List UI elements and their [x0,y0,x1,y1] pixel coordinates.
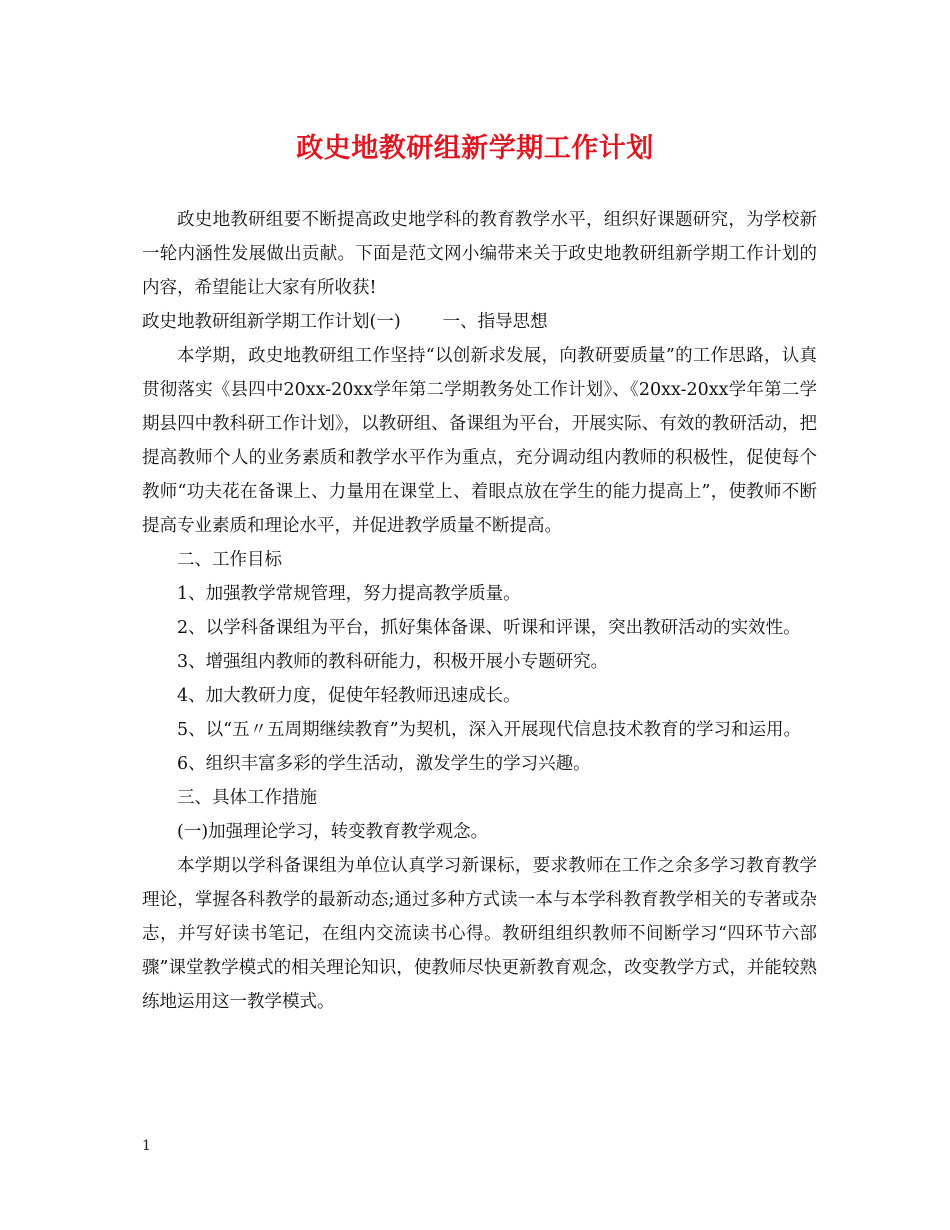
section-2-heading: 二、工作目标 [177,550,282,570]
section-1-paragraph: 本学期，政史地教研组工作坚持“以创新求发展，向教研要质量”的工作思路，认真贯彻落实《县四中20xx-20xx学年第二学期教务处工作计划》、《20xx-20xx学年第二学期县四中教科研工作计划》，以教研组、备课组为平台，开展实际、有效的教研活动，把提高教师个人的业务素质和教学水平作为重点，充分调动组内教师的积极性，促使每个教师“功夫花在备课上、力量用在课堂上、着眼点放在学生的能力提高上”，使教师不断提高专业素质和理论水平，并促进教学质量不断提高。 [142,346,817,536]
section-1-heading: 一、指导思想 [442,312,548,332]
part-heading: 政史地教研组新学期工作计划(一) [142,312,401,332]
goal-item: 5、以“五〃五周期继续教育”为契机，深入开展现代信息技术教育的学习和运用。 [177,720,802,740]
goal-item: 3、增强组内教师的教科研能力，积极开展小专题研究。 [177,652,609,672]
document-body [142,203,817,1019]
part-heading-line [142,305,817,339]
document-title: 政史地教研组新学期工作计划 [296,133,654,164]
goal-item: 4、加大教研力度，促使年轻教师迅速成长。 [177,686,521,706]
page-number: 1 [142,1138,151,1154]
section-3-heading: 三、具体工作措施 [177,788,317,808]
goal-item: 2、以学科备课组为平台，抓好集体备课、听课和评课，突出教研活动的实效性。 [177,618,801,638]
measure-1-heading: (一)加强理论学习，转变教育教学观念。 [177,822,489,842]
intro-paragraph: 政史地教研组要不断提高政史地学科的教育教学水平，组织好课题研究，为学校新一轮内涵性发展做出贡献。下面是范文网小编带来关于政史地教研组新学期工作计划的内容，希望能让大家有所收获! [142,210,817,298]
goal-item: 6、组织丰富多彩的学生活动，激发学生的学习兴趣。 [177,754,591,774]
measure-1-paragraph: 本学期以学科备课组为单位认真学习新课标，要求教师在工作之余多学习教育教学理论，掌握各科教学的最新动态;通过多种方式读一本与本学科教育教学相关的专著或杂志，并写好读书笔记，在组内交流读书心得。教研组组织教师不间断学习“四环节六部骤”课堂教学模式的相关理论知识，使教师尽快更新教育观念，改变教学方式，并能较熟练地运用这一教学模式。 [142,856,817,1012]
goal-item: 1、加强教学常规管理，努力提高教学质量。 [177,584,521,604]
